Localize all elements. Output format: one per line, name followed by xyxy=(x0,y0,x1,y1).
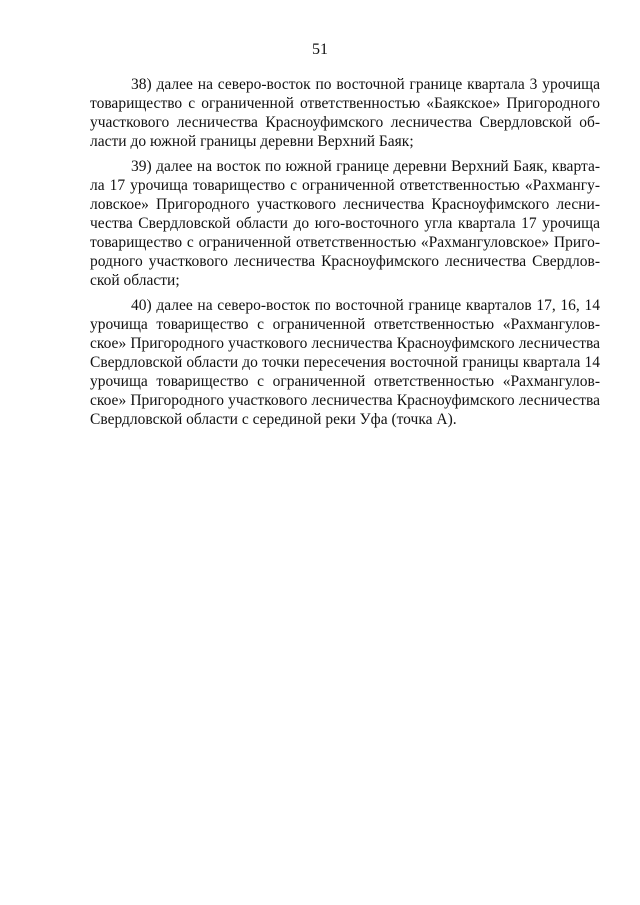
page-number: 51 xyxy=(312,41,328,58)
text-line: товарищество с ограниченной ответственностью «Баякское» Пригородного xyxy=(90,95,600,112)
paragraph-39 xyxy=(90,157,600,290)
text-line: ское» Пригородного участкового лесничества Красноуфимского лесничества xyxy=(90,335,600,352)
text-line: ла 17 урочища товарищество с ограниченной ответственностью «Рахмангу- xyxy=(90,177,600,194)
text-line: ской области; xyxy=(90,272,180,289)
text-line: товарищество с ограниченной ответственностью «Рахмангуловское» Приго- xyxy=(90,234,600,251)
paragraph-40 xyxy=(90,296,600,429)
text-line: 39) далее на восток по южной границе деревни Верхний Баяк, кварта- xyxy=(131,158,600,175)
text-line: родного участкового лесничества Красноуфимского лесничества Свердлов- xyxy=(90,253,600,270)
text-line: урочища товарищество с ограниченной ответственностью «Рахмангулов- xyxy=(90,316,600,333)
text-line: участкового лесничества Красноуфимского лесничества Свердловской об- xyxy=(90,114,600,131)
text-line: чества Свердловской области до юго-восточного угла квартала 17 урочища xyxy=(90,215,600,232)
text-line: урочища товарищество с ограниченной ответственностью «Рахмангулов- xyxy=(90,373,600,390)
paragraph-38 xyxy=(90,75,600,151)
text-line: 38) далее на северо-восток по восточной границе квартала 3 урочища xyxy=(131,76,600,93)
text-line: 40) далее на северо-восток по восточной границе кварталов 17, 16, 14 xyxy=(131,297,600,314)
text-line: ловское» Пригородного участкового лесничества Красноуфимского лесни- xyxy=(90,196,600,213)
text-line: Свердловской области с серединой реки Уфа (точка А). xyxy=(90,411,457,428)
text-line: Свердловской области до точки пересечения восточной границы квартала 14 xyxy=(90,354,600,371)
text-line: ласти до южной границы деревни Верхний Баяк; xyxy=(90,133,414,150)
document-body xyxy=(90,75,600,435)
text-line: ское» Пригородного участкового лесничества Красноуфимского лесничества xyxy=(90,392,600,409)
